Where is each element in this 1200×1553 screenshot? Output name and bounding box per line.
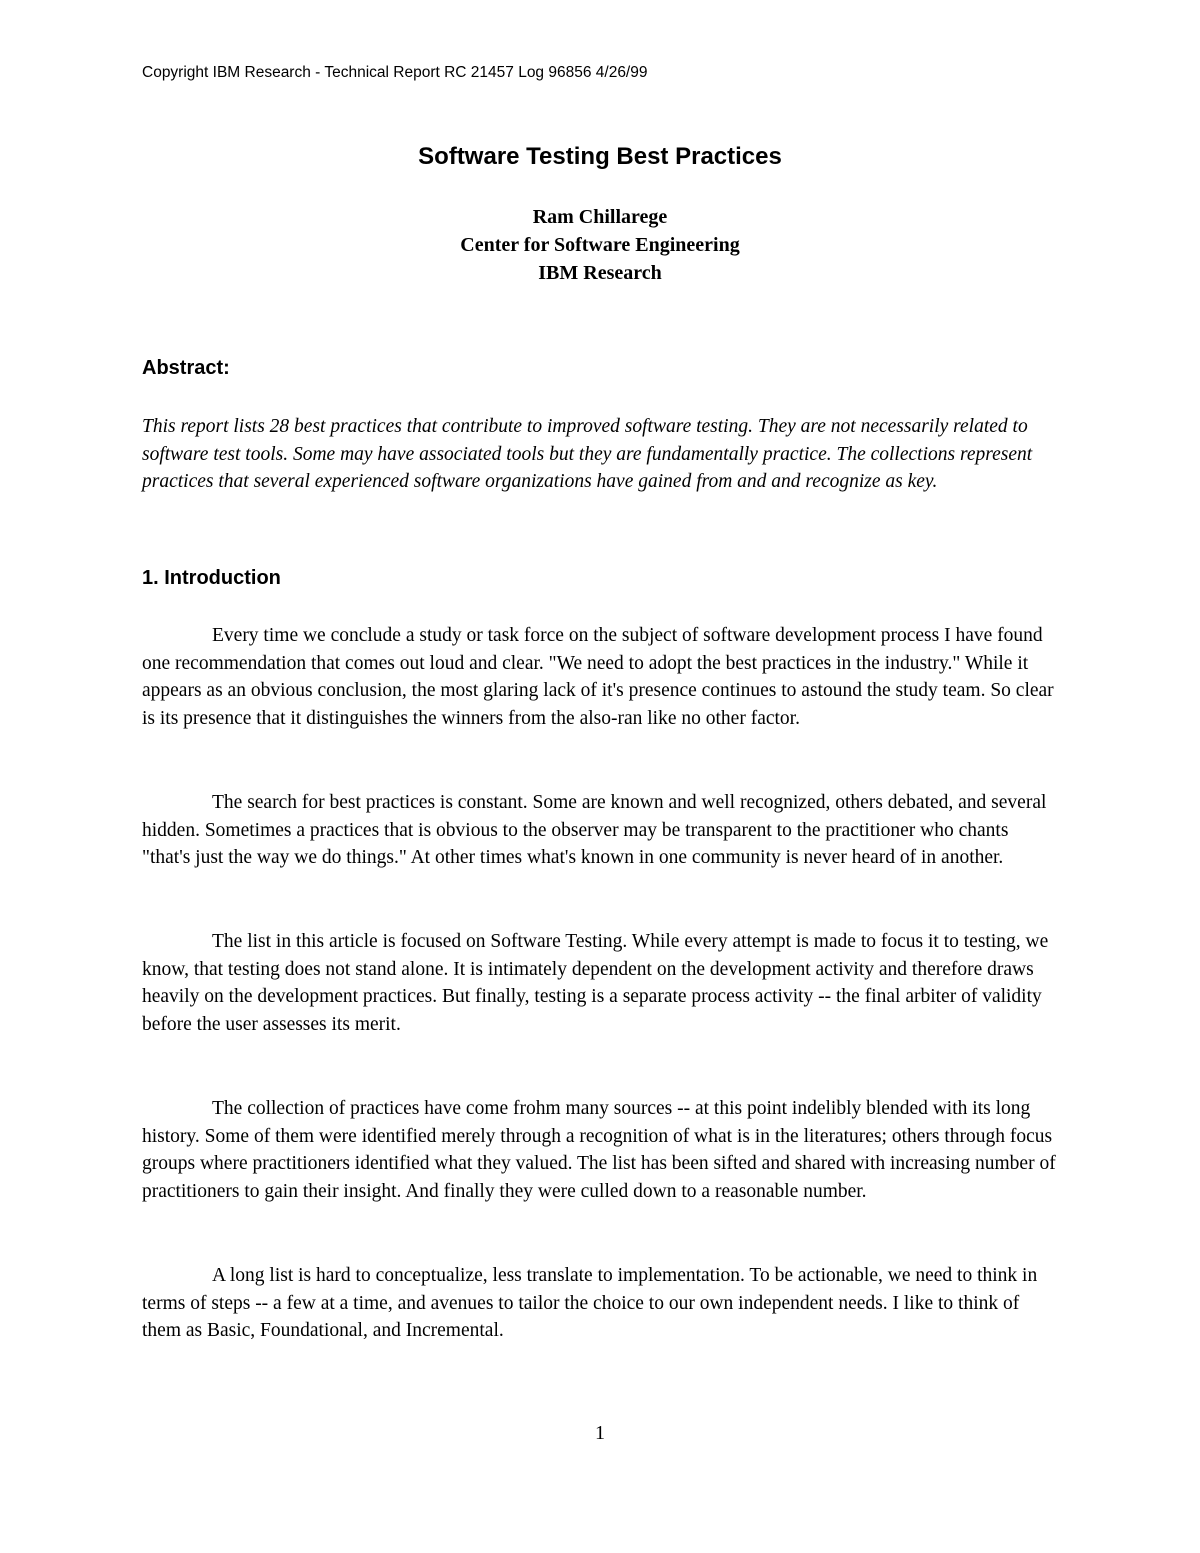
intro-paragraph-5: A long list is hard to conceptualize, less translate to implementation. To be actionable, we need to think in terms of steps -- a few at a time, and avenues to tailor the choice to our own independent needs. I like to think of them as Basic, Foundational, and Incremental.: [142, 1265, 1038, 1341]
author-block: [0, 203, 1200, 287]
affiliation-center: Center for Software Engineering: [460, 234, 740, 256]
affiliation-org: IBM Research: [538, 262, 662, 284]
intro-paragraph-2: The search for best practices is constant. Some are known and well recognized, others debated, and several hidden. Sometimes a practices that is obvious to the observer may be transparent to the practitioner who chants "that's just the way we do things." At other times what's known in one community is never heard of in another.: [142, 792, 1047, 868]
intro-paragraph-1: Every time we conclude a study or task force on the subject of software development process I have found one recommendation that comes out loud and clear. "We need to adopt the best practices in the industry." While it appears as an obvious conclusion, the most glaring lack of it's presence continues to astound the study team. So clear is its presence that it distinguishes the winners from the also-ran like no other factor.: [142, 625, 1054, 729]
author-name: Ram Chillarege: [532, 206, 668, 228]
page-title: Software Testing Best Practices: [418, 143, 782, 170]
page-number: 1: [595, 1422, 605, 1444]
intro-paragraph-3: The list in this article is focused on Software Testing. While every attempt is made to focus it to testing, we know, that testing does not stand alone. It is intimately dependent on the development activity and therefore draws heavily on the development practices. But finally, testing is a separate process activity -- the final arbiter of validity before the user assesses its merit.: [142, 931, 1049, 1035]
abstract-text: This report lists 28 best practices that contribute to improved software testing. They are not necessarily related to software test tools. Some may have associated tools but they are fundamentally practice. The collections represent practices that several experienced software organizations have gained from and and recognize as key.: [142, 416, 1033, 492]
intro-paragraph-4: The collection of practices have come frohm many sources -- at this point indelibly blended with its long history. Some of them were identified merely through a recognition of what is in the literatures; others through focus groups where practitioners identified what they valued. The list has been sifted and shared with increasing number of practitioners to gain their insight. And finally they were culled down to a reasonable number.: [142, 1098, 1056, 1202]
abstract-heading: Abstract:: [142, 357, 230, 379]
introduction-heading: 1. Introduction: [142, 567, 281, 589]
copyright-header: Copyright IBM Research - Technical Report RC 21457 Log 96856 4/26/99: [142, 64, 648, 81]
